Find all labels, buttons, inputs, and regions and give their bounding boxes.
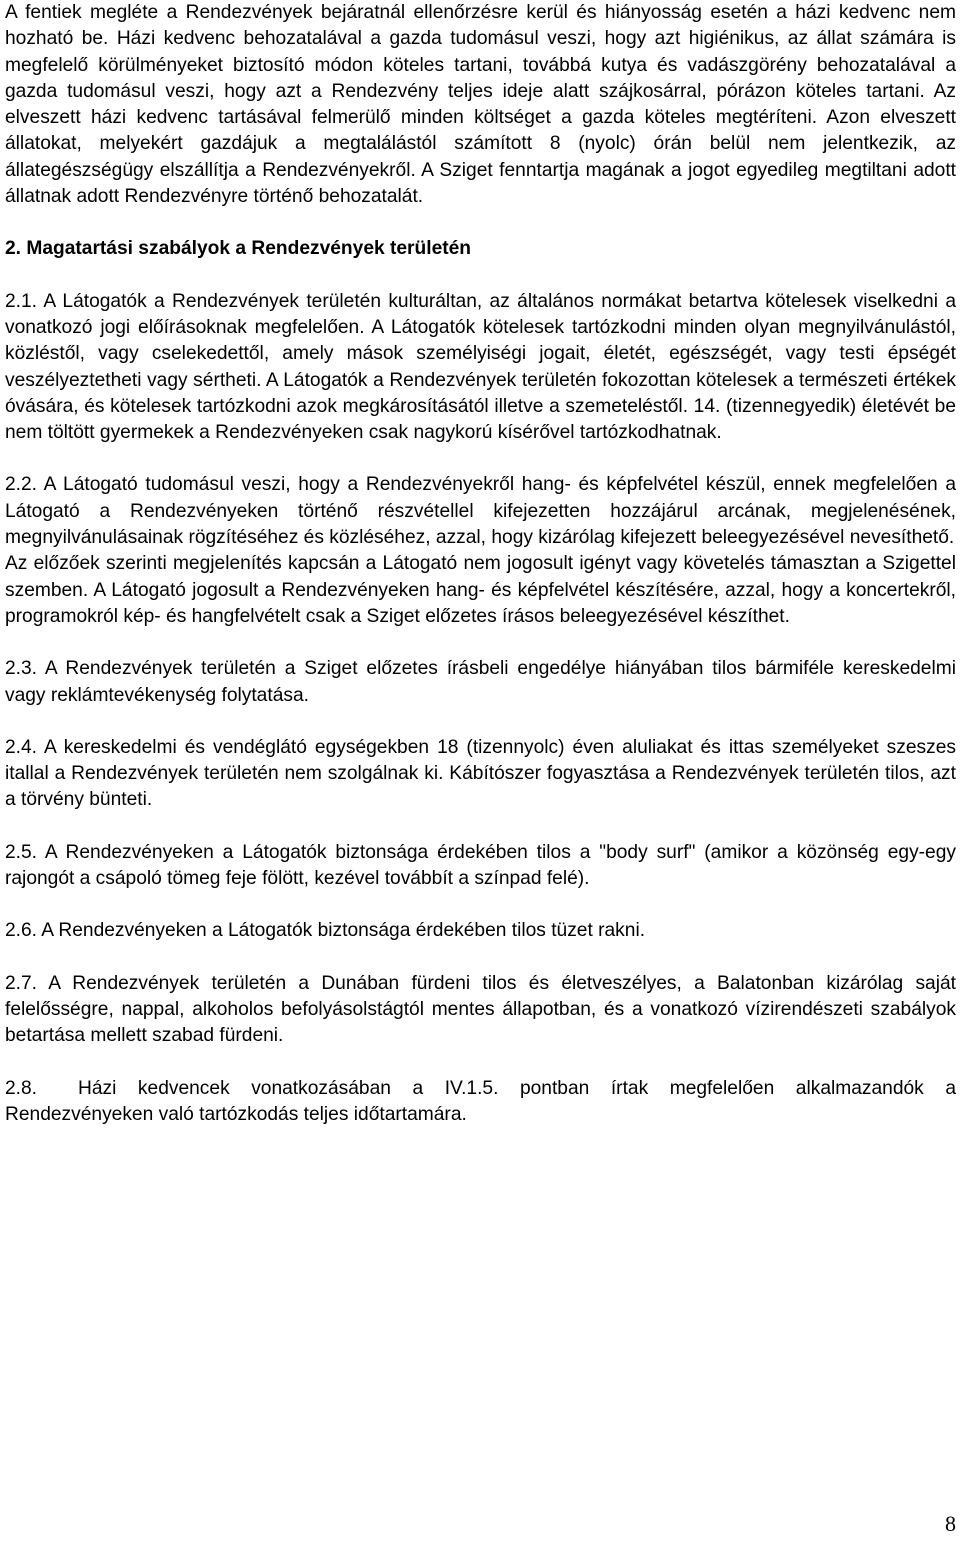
paragraph-number: 2.7. xyxy=(5,972,38,994)
intro-paragraph: A fentiek megléte a Rendezvények bejáratnál ellenőrzésre kerül és hiányosság esetén a házi kedvenc nem hozható be. Házi kedvenc behozatalával a gazda tudomásul veszi, hogy azt higiénikus, az állat számára is megfelelő körülményeket biztosító módon köteles tartani, továbbá kutya és vadászgörény behozatalával a gazda tudomásul veszi, hogy azt a Rendezvény teljes ideje alatt szájkosárral, pórázon köteles tartani. Az elveszett házi kedvenc tartásával felmerülő minden költséget a gazda köteles megtéríteni. Azon elveszett állatokat, melyekért gazdájuk a megtalálástól számított 8 (nyolc) órán belül nem jelentkezik, az állategészségügy elszállítja a Rendezvényekről. A Sziget fenntartja magának a jogot egyedileg megtiltani adott állatnak adott Rendezvényre történő behozatalát. xyxy=(5,2,956,208)
paragraph-number: 2.4. xyxy=(5,736,38,758)
paragraph-2-2-continuation: Az előzőek szerinti megjelenítés kapcsán a Látogató nem jogosult igényt vagy követelés támasztan a Szigettel szemben. A Látogató jogosult a Rendezvényeken hang- és képfelvétel készítésére, azzal, hogy a koncertekről, programokról kép- és hangfelvételt csak a Sziget előzetes írásos beleegyezésével készíthet. xyxy=(5,553,956,627)
page-number: 8 xyxy=(945,1511,956,1536)
paragraph-2-6 xyxy=(5,918,956,944)
paragraph-number: 2.5. xyxy=(5,841,38,863)
paragraph-text: A Látogatók a Rendezvények területén kulturáltan, az általános normákat betartva kötelesek viselkedni a vonatkozó jogi előírásoknak megfelelően. A Látogatók kötelesek tartózkodni minden olyan megnyilvánulástól, közléstől, vagy cselekedettől, amely mások személyiségi jogait, életét, egészségét, vagy testi épségét veszélyeztetheti vagy sértheti. A Látogatók a Rendezvények területén fokozottan kötelesek a természeti értékek óvására, és kötelesek tartózkodni azok megkárosításától illetve a szemeteléstől. 14. (tizennegyedik) életévét be nem töltött gyermekek a Rendezvényeken csak nagykorú kísérővel tartózkodhatnak. xyxy=(5,290,956,444)
paragraph-text: A Rendezvényeken a Látogatók biztonsága érdekében tilos tüzet rakni. xyxy=(41,920,646,942)
paragraph-2-5 xyxy=(5,840,956,893)
paragraph-text: A Rendezvények területén a Sziget előzetes írásbeli engedélye hiányában tilos bármiféle kereskedelmi vagy reklámtevékenység folytatása. xyxy=(5,658,956,706)
section-heading: 2. Magatartási szabályok a Rendezvények területén xyxy=(5,238,472,260)
paragraph-text: Házi kedvencek vonatkozásában a IV.1.5. pontban írtak megfelelően alkalmazandók a Rendezvényeken való tartózkodás teljes időtartamára. xyxy=(5,1077,956,1125)
paragraph-number: 2.6. xyxy=(5,920,38,942)
paragraph-text: A kereskedelmi és vendéglátó egységekben 18 (tizennyolc) éven aluliakat és ittas személyeket szeszes itallal a Rendezvények területén nem szolgálnak ki. Kábítószer fogyasztása a Rendezvények területén tilos, azt a törvény bünteti. xyxy=(5,736,956,811)
paragraph-2-4 xyxy=(5,735,956,814)
paragraph-2-3 xyxy=(5,656,956,709)
paragraph-number: 2.1. xyxy=(5,290,38,312)
paragraph-number: 2.2. xyxy=(5,474,38,496)
paragraph-text: A Látogató tudomásul veszi, hogy a Rendezvényekről hang- és képfelvétel készül, ennek megfelelően a Látogató a Rendezvényeken történő részvétellel kifejezetten hozzájárul arcának, megjelenésének, megnyilvánulásainak rögzítéséhez és közléséhez, azzal, hogy kizárólag kifejezett beleegyezésével nevesíthető. xyxy=(5,474,956,549)
paragraph-text: A Rendezvényeken a Látogatók biztonsága érdekében tilos a "body surf" (amikor a közönség egy-egy rajongót a csápoló tömeg feje fölött, kezével továbbít a színpad felé). xyxy=(5,841,956,890)
paragraph-number: 2.3. xyxy=(5,658,38,680)
paragraph-number: 2.8. xyxy=(5,1077,38,1099)
document-page xyxy=(5,0,956,1128)
paragraph-2-8 xyxy=(5,1076,956,1129)
paragraph-text: A Rendezvények területén a Dunában fürdeni tilos és életveszélyes, a Balatonban kizárólag saját felelősségre, nappal, alkoholos befolyásolstágtól mentes állapotban, és a vonatkozó vízirendészeti szabályok betartása mellett szabad fürdeni. xyxy=(5,972,956,1047)
paragraph-2-7 xyxy=(5,971,956,1050)
paragraph-2-1 xyxy=(5,289,956,447)
paragraph-2-2 xyxy=(5,472,956,551)
